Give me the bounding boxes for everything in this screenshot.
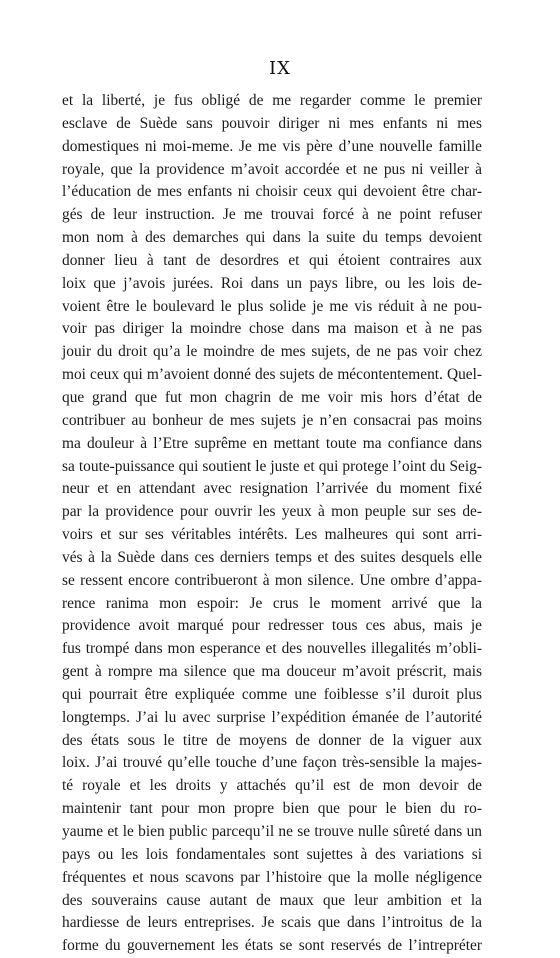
text-line: voient être le boulevard le plus solide je me vis réduit à ne pou- (62, 297, 482, 315)
text-line: gent à rompre ma silence que ma douceur m’avoit préscrit, mais (62, 663, 482, 681)
text-line: jouir du droit qu’a le moindre de mes sujets, de ne pas voir chez (62, 343, 482, 361)
text-line: se ressent encore contribueront à mon silence. Une ombre d’appa- (62, 571, 482, 589)
text-line: forme du gouvernement les états se sont reservés de l’intrepréter (62, 937, 482, 955)
text-line: fréquentes et nous scavons par l’histoire que la molle négligence (62, 868, 482, 886)
text-line: contribuer au bonheur de mes sujets je n’en consacrai pas moins (62, 411, 482, 429)
text-line: domestiques ni moi-meme. Je me vis père d’une nouvelle famille (62, 137, 482, 155)
text-line: rence ranima mon espoir: Je crus le moment arrivé que la (62, 594, 482, 612)
text-line: longtemps. J’ai lu avec surprise l’expédition émanée de l’autorité (62, 708, 482, 726)
text-line: vés à la Suède dans ces derniers temps et des suites desquels elle (62, 548, 482, 566)
page-number: IX (269, 58, 291, 79)
text-line: loix que j’avois jurées. Roi dans un pays libre, ou les lois de- (62, 274, 482, 292)
text-line: mon nom à des demarches qui dans la suite du temps devoient (62, 229, 482, 247)
text-line: qui pourrait être expliquée comme une foiblesse s’il duroit plus (62, 685, 482, 703)
text-line: des souverains cause autant de maux que leur ambition et la (62, 891, 482, 909)
text-line: pays ou les lois fondamentales sont sujettes à des variations si (62, 845, 482, 863)
text-line: par la providence pour ouvrir les yeux à mon peuple sur ses de- (62, 503, 482, 521)
text-line: royale, que la providence m’avoit accordée et ne pus ni veiller à (62, 160, 482, 178)
text-line: té royale et les droits y attachés qu’il est de mon devoir de (62, 777, 482, 795)
text-line: donner lieu à tant de desordres et qui étoient contraires aux (62, 251, 482, 269)
text-line: que grand que fut mon chagrin de me voir mis hors d’état de (62, 388, 482, 406)
text-line: et la liberté, je fus obligé de me regarder comme le premier (62, 92, 482, 109)
body-text (62, 90, 482, 958)
text-line: yaume et le bien public parcequ’il ne se trouve nulle sûreté dans un (62, 823, 482, 840)
text-line: maintenir tant pour mon propre bien que pour le bien du ro- (62, 800, 482, 818)
text-line: providence avoit marqué pour redresser tous ces abus, mais je (62, 617, 482, 635)
text-line: esclave de Suède sans pouvoir diriger ni mes enfants ni mes (62, 114, 482, 132)
text-line: des états sous le titre de moyens de donner de la viguer aux (62, 731, 482, 749)
text-line: voirs et sur ses véritables intérêts. Les malheures qui sont arri- (62, 526, 482, 544)
text-line: neur et en attendant avec resignation l’arrivée du moment fixé (62, 480, 482, 498)
text-line: sa toute-puissance qui soutient le juste et qui protege l’oint du Seig- (62, 457, 482, 475)
text-line: hardiesse de leurs entreprises. Je scais que dans l’introitus de la (62, 914, 482, 932)
text-line: voir pas diriger la moindre chose dans ma maison et à ne pas (62, 320, 482, 338)
text-line: fus trompé dans mon esperance et des nouvelles illegalités m’obli- (62, 640, 482, 658)
text-line: moi ceux qui m’avoient donné des sujets de mécontentement. Quel- (62, 366, 482, 384)
text-line: l’éducation de mes enfants ni choisir ceux qui devoient être char- (62, 183, 482, 201)
text-line: ma douleur à l’Etre suprême en mettant toute ma confiance dans (62, 434, 482, 452)
text-line: loix. J’ai trouvé qu’elle touche d’une façon très-sensible la majes- (62, 754, 482, 772)
text-line: gés de leur instruction. Je me trouvai forcé à ne point refuser (62, 206, 482, 224)
